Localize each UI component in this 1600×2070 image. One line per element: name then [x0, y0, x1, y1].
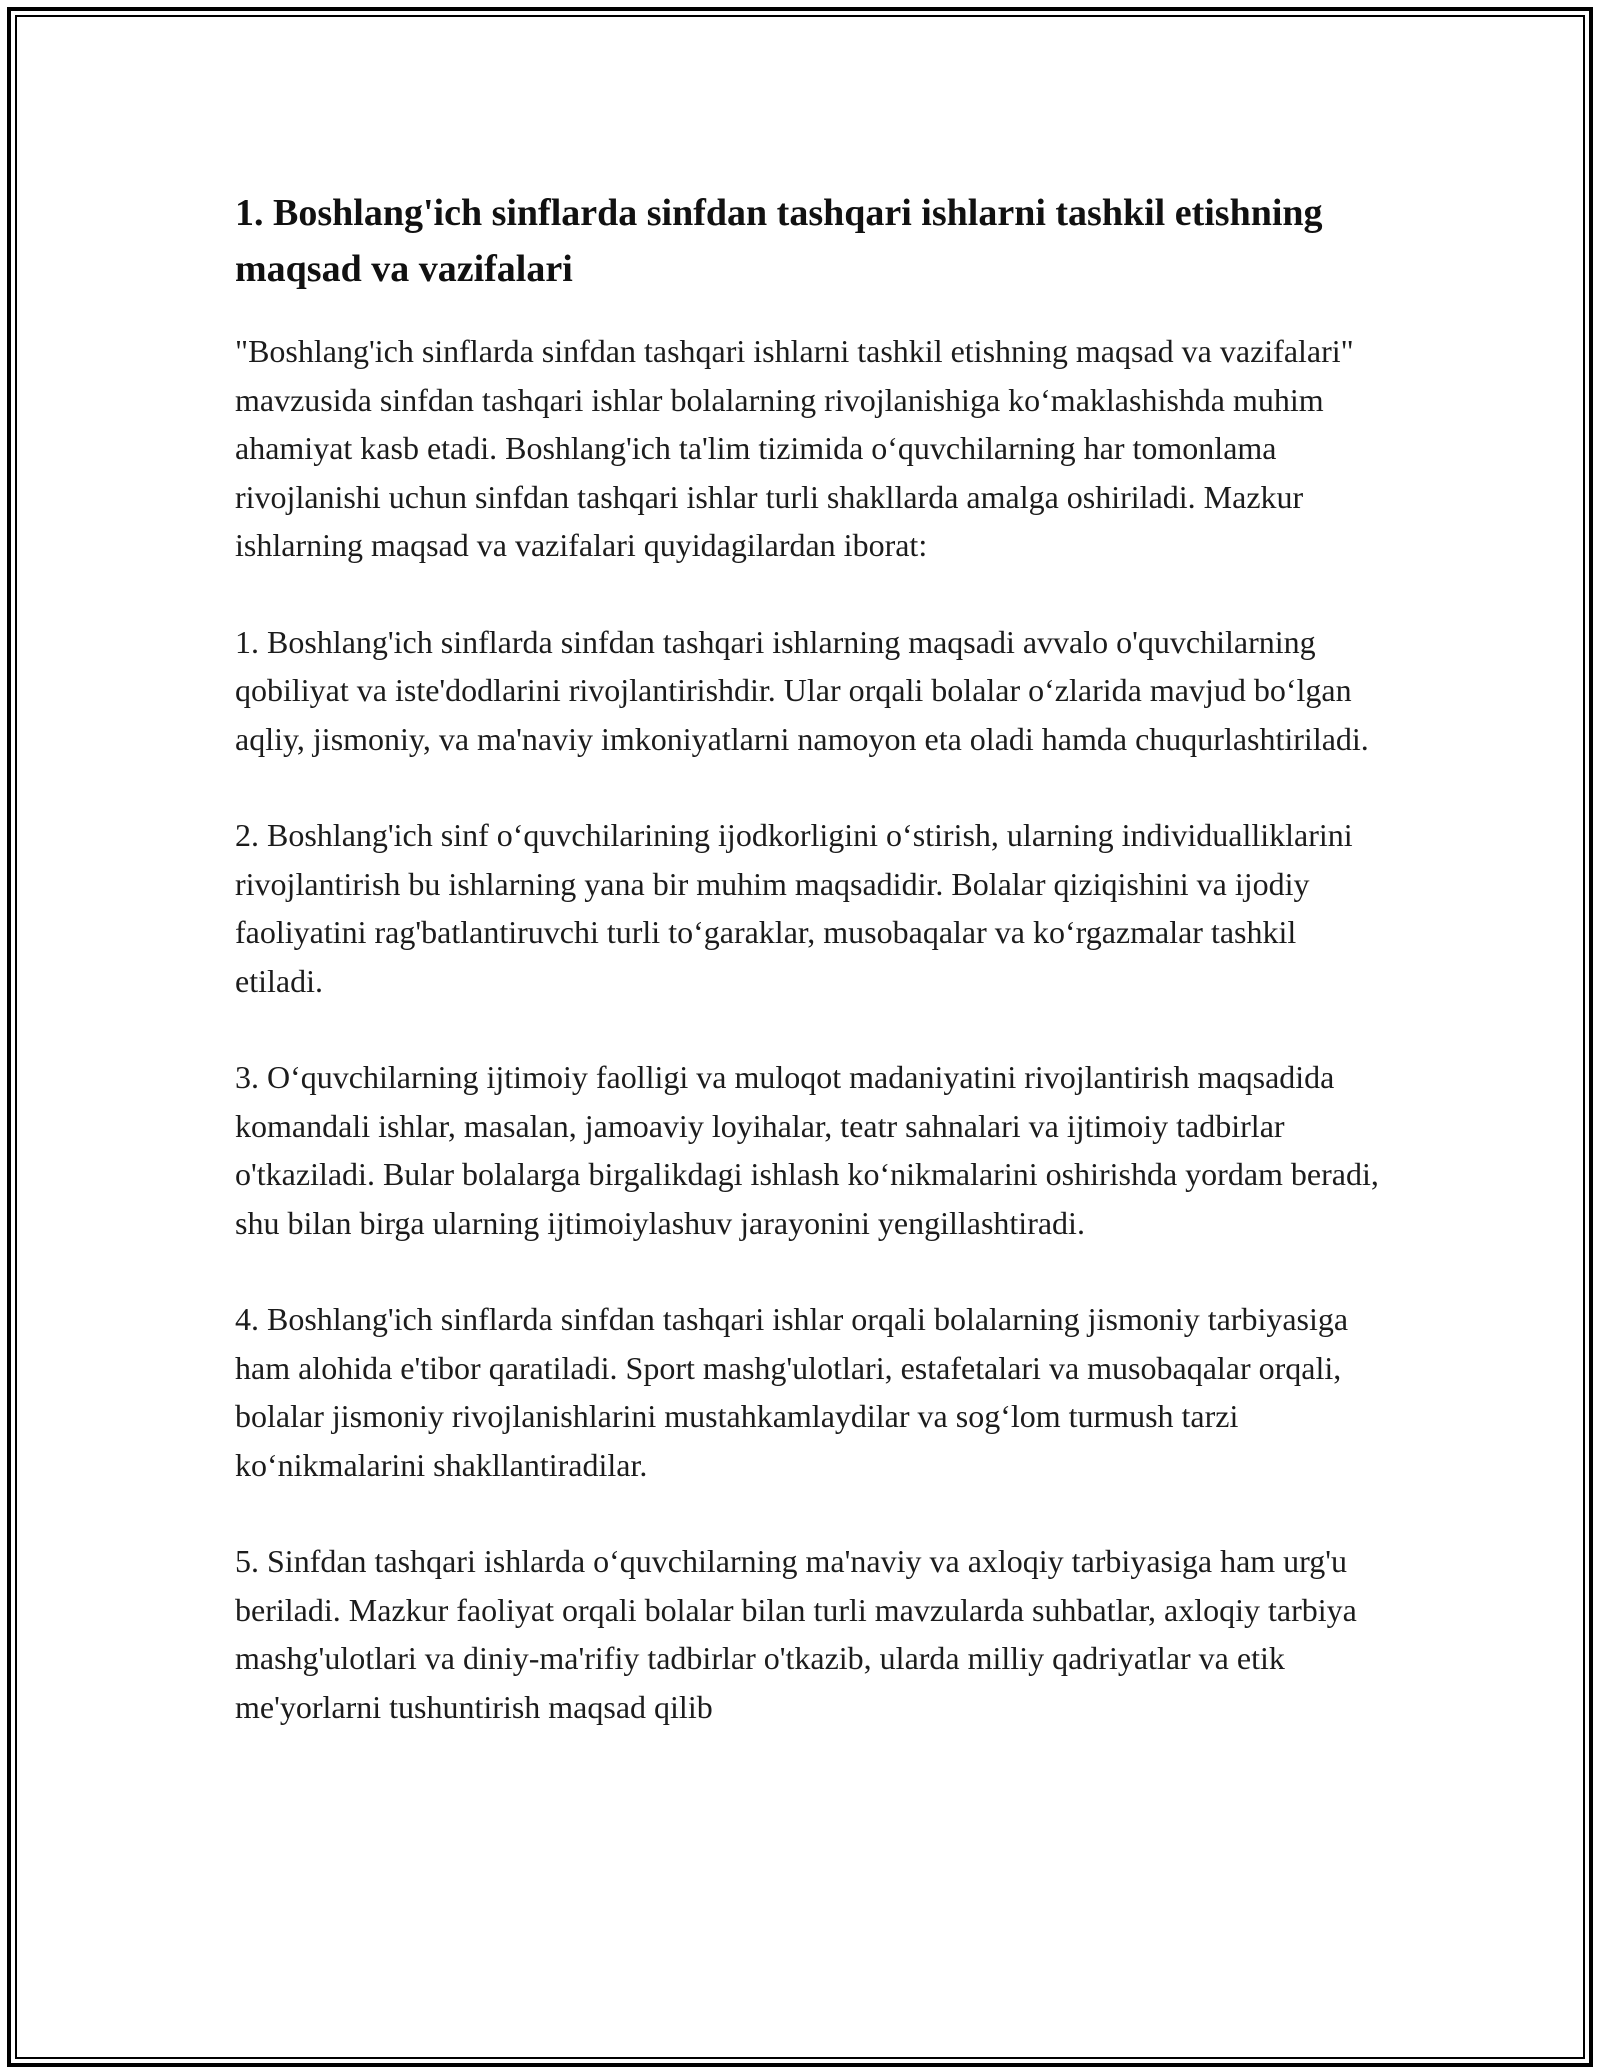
- list-item-4: 4. Boshlang'ich sinflarda sinfdan tashqari ishlar orqali bolalarning jismoniy tarbiyasiga ham alohida e'tibor qaratiladi. Sport mashg'ulotlari, estafetalari va musobaqalar orqali, bolalar jismoniy rivojlanishlarini mustahkamlaydilar va sogʻlom turmush tarzi koʻnikmalarini shakllantiradilar.: [235, 1301, 1349, 1483]
- section-heading: 1. Boshlang'ich sinflarda sinfdan tashqari ishlarni tashkil etishning maqsad va vazifalari: [235, 192, 1323, 290]
- list-item-1: 1. Boshlang'ich sinflarda sinfdan tashqari ishlarning maqsadi avvalo o'quvchilarning qobiliyat va iste'dodlarini rivojlantirishdir. Ular orqali bolalar oʻzlarida mavjud boʻlgan aqliy, jismoniy, va ma'naviy imkoniyatlarni namoyon eta oladi hamda chuqurlashtiriladi.: [235, 623, 1369, 757]
- intro-paragraph: "Boshlang'ich sinflarda sinfdan tashqari ishlarni tashkil etishning maqsad va vazifalari" mavzusida sinfdan tashqari ishlar bolalarning rivojlanishiga koʻmaklashishda muhim ahamiyat kasb etadi. Boshlang'ich ta'lim tizimida oʻquvchilarning har tomonlama rivojlanishi uchun sinfdan tashqari ishlar turli shakllarda amalga oshiriladi. Mazkur ishlarning maqsad va vazifalari quyidagilardan iborat:: [235, 333, 1354, 563]
- list-item-3: 3. Oʻquvchilarning ijtimoiy faolligi va muloqot madaniyatini rivojlantirish maqsadida komandali ishlar, masalan, jamoaviy loyihalar, teatr sahnalari va ijtimoiy tadbirlar o'tkaziladi. Bular bolalarga birgalikdagi ishlash koʻnikmalarini oshirishda yordam beradi, shu bilan birga ularning ijtimoiylashuv jarayonini yengillashtiradi.: [235, 1059, 1379, 1241]
- document-content: [235, 185, 1380, 1779]
- list-item-5: 5. Sinfdan tashqari ishlarda oʻquvchilarning ma'naviy va axloqiy tarbiyasiga ham urg'u beriladi. Mazkur faoliyat orqali bolalar bilan turli mavzularda suhbatlar, axloqiy tarbiya mashg'ulotlari va diniy-ma'rifiy tadbirlar o'tkazib, ularda milliy qadriyatlar va etik me'yorlarni tushuntirish maqsad qilib: [235, 1543, 1357, 1725]
- list-item-2: 2. Boshlang'ich sinf oʻquvchilarining ijodkorligini oʻstirish, ularning individualliklarini rivojlantirish bu ishlarning yana bir muhim maqsadidir. Bolalar qiziqishini va ijodiy faoliyatini rag'batlantiruvchi turli toʻgaraklar, musobaqalar va koʻrgazmalar tashkil etiladi.: [235, 817, 1353, 999]
